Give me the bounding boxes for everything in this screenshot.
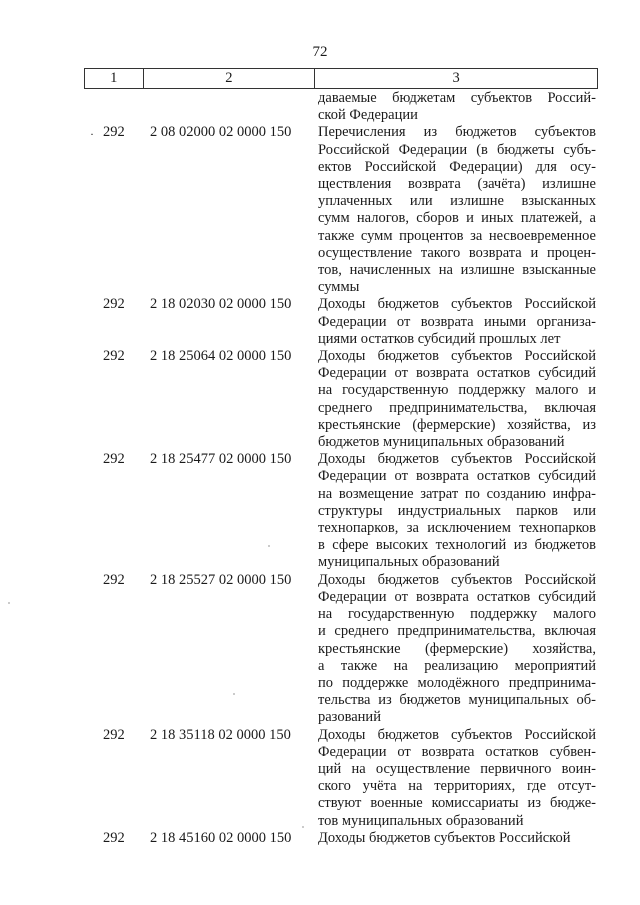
description-line: крестьянские (фермерские) хозяйства, <box>318 640 596 657</box>
scan-speck <box>302 826 304 828</box>
description-line: тов, начисленных на излишне взысканные <box>318 262 596 279</box>
description-line: ского учёта на территориях, где отсут- <box>318 778 596 795</box>
description-cell <box>318 451 596 571</box>
description-line: тельства из бюджетов муниципальных об- <box>318 692 596 709</box>
description-line: Федерации от возврата остатков субвен- <box>318 743 596 760</box>
admin-code-cell <box>0 451 150 571</box>
description-line: крестьянские (фермерские) хозяйства, из <box>318 416 596 433</box>
description-line: ектов Российской Федерации) для осу- <box>318 158 596 175</box>
description-line: разований <box>318 709 381 726</box>
column-header-row <box>85 69 598 89</box>
description-line: ской Федерации <box>318 107 418 124</box>
admin-code-cell <box>0 830 150 847</box>
scan-speck <box>8 602 10 604</box>
scan-speck <box>268 545 270 547</box>
description-cell <box>318 124 596 296</box>
description-line: на возмещение затрат по созданию инфра- <box>318 485 596 502</box>
description-cell <box>318 348 596 451</box>
budget-code: 2 18 45160 02 0000 150 <box>150 829 292 846</box>
table-row <box>0 90 640 124</box>
description-line: осуществление такого возврата и процен- <box>318 244 596 261</box>
description-line: даваемые бюджетам субъектов Россий- <box>318 90 596 106</box>
description-line: бюджетов муниципальных образований <box>318 434 565 451</box>
description-cell <box>318 727 596 830</box>
admin-code: 292 <box>103 296 125 313</box>
description-line: на государственную поддержку малого <box>318 606 596 623</box>
admin-code: 292 <box>103 348 125 365</box>
admin-code-cell <box>0 572 150 727</box>
description-line: муниципальных образований <box>318 554 500 571</box>
description-line: Доходы бюджетов субъектов Российской <box>318 296 596 313</box>
budget-code: 2 18 25064 02 0000 150 <box>150 348 292 365</box>
admin-code: 292 <box>103 726 125 743</box>
description-line: на государственную поддержку малого и <box>318 382 596 399</box>
description-line: структуры индустриальных парков или <box>318 502 596 519</box>
column-header-3: 3 <box>315 69 598 89</box>
description-line: суммы <box>318 279 360 296</box>
description-cell <box>318 90 596 124</box>
description-line: уплаченных или излишне взысканных <box>318 193 596 210</box>
budget-code: 2 18 02030 02 0000 150 <box>150 296 292 313</box>
table-row <box>0 348 640 451</box>
scan-speck <box>233 693 235 695</box>
admin-code-cell <box>0 124 150 296</box>
column-header-1: 1 <box>85 69 144 89</box>
description-cell <box>318 296 596 348</box>
budget-code: 2 18 25527 02 0000 150 <box>150 571 292 588</box>
admin-code: 292 <box>103 571 125 588</box>
page-number: 72 <box>312 44 328 60</box>
description-line: Федерации от возврата иными организа- <box>318 313 596 330</box>
budget-code: 2 18 25477 02 0000 150 <box>150 451 292 468</box>
description-line: по поддержке молодёжного предпринима- <box>318 674 596 691</box>
description-line: в сфере высоких технологий из бюджетов <box>318 537 596 554</box>
description-line: Доходы бюджетов субъектов Российской <box>318 571 596 588</box>
description-line: также сумм процентов за несвоевременное <box>318 227 596 244</box>
description-line: Доходы бюджетов субъектов Российской <box>318 348 596 365</box>
description-line: среднего предпринимательства, включая <box>318 399 596 416</box>
description-line: ций на осуществление первичного воин- <box>318 760 596 777</box>
budget-code <box>150 90 318 124</box>
budget-code: 2 18 35118 02 0000 150 <box>150 726 291 743</box>
description-line: Доходы бюджетов субъектов Российской <box>318 829 571 846</box>
description-line: сумм налогов, сборов и иных платежей, а <box>318 210 596 227</box>
table-row <box>0 830 640 847</box>
description-line: тов муниципальных образований <box>318 812 524 829</box>
table-row <box>0 124 640 296</box>
description-line: Федерации от возврата остатков субсидий <box>318 468 596 485</box>
column-header-2: 2 <box>143 69 315 89</box>
table-row <box>0 451 640 571</box>
description-cell <box>318 572 596 727</box>
description-line: ствуют военные комиссариаты из бюдже- <box>318 795 596 812</box>
description-line: и среднего предпринимательства, включая <box>318 623 596 640</box>
table-row <box>0 572 640 727</box>
admin-code: 292 <box>103 124 125 141</box>
table-row <box>0 727 640 830</box>
column-header-table <box>84 68 598 89</box>
description-line: технопарков, за исключением технопарков <box>318 520 596 537</box>
admin-code-cell <box>0 90 150 124</box>
description-line: Доходы бюджетов субъектов Российской <box>318 451 596 468</box>
description-line: Российской Федерации (в бюджеты субъ- <box>318 141 596 158</box>
description-line: Федерации от возврата остатков субсидий <box>318 365 596 382</box>
budget-code: 2 08 02000 02 0000 150 <box>150 124 292 141</box>
description-line: Федерации от возврата остатков субсидий <box>318 588 596 605</box>
admin-code-cell <box>0 727 150 830</box>
admin-code-cell <box>0 296 150 348</box>
description-line: а также на реализацию мероприятий <box>318 657 596 674</box>
table-body <box>0 90 640 847</box>
description-line: циями остатков субсидий прошлых лет <box>318 330 561 347</box>
admin-code-cell <box>0 348 150 451</box>
admin-code: 292 <box>103 451 125 468</box>
margin-dot: · <box>90 127 94 141</box>
description-cell <box>318 830 596 847</box>
admin-code: 292 <box>103 829 125 846</box>
description-line: ществления возврата (зачёта) излишне <box>318 176 596 193</box>
table-row <box>0 296 640 348</box>
description-line: Перечисления из бюджетов субъектов <box>318 124 596 141</box>
description-line: Доходы бюджетов субъектов Российской <box>318 726 596 743</box>
